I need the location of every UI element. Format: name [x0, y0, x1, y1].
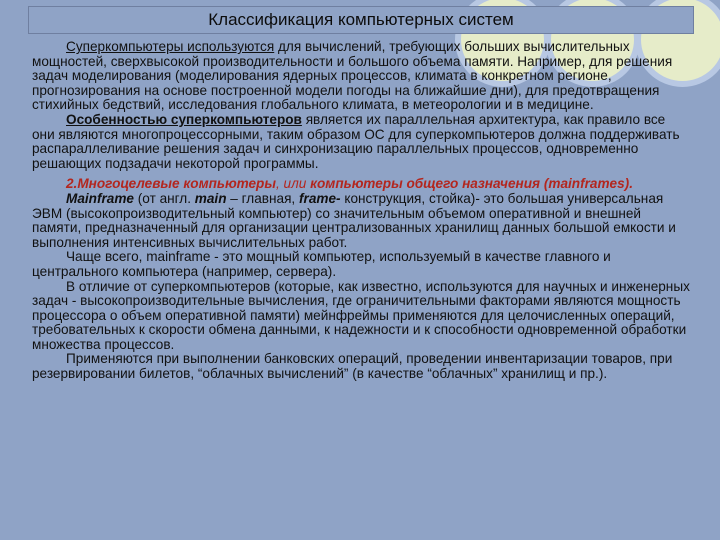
applications-text: Применяются при выполнении банковских операций, проведении инвентаризации товаров, при резервировании билетов, “облачных вычислений” (в качестве “облачных” хранилищ и пр.). — [32, 351, 673, 382]
feature-text: является их параллельная архитектура, как правило все они являются многопроцессорными, таким образом ОС для суперкомпьютеров должна поддерживать распараллеливание решения задач и синхронизацию параллельных процессов, одновременно решающих подзадачи некоторой программы. — [32, 111, 680, 171]
paragraph-supercomputers-feature — [32, 113, 690, 171]
text-body — [32, 40, 690, 382]
usage-text: Чаще всего, mainframe - это мощный компьютер, используемый в качестве главного и центрального компьютера (например, сервера). — [32, 249, 611, 279]
heading-or: , или — [275, 176, 311, 192]
supercomputers-text: для вычислений, требующих больших вычислительных мощностей, сверхвысокой производительности и большого объема памяти. Например, для решения задач моделирования (моделирования ядерных процессов, климата в конкретном регионе, прогнозирования на основе построенной модели погоды на ближайшие дни), для предотвращения стихийных бедствий, исследования глобального климата, в метеорологии и в медицине. — [32, 39, 673, 113]
paragraph-applications — [32, 352, 690, 381]
paragraph-supercomputers-use — [32, 40, 690, 113]
term-frame: frame- — [299, 190, 341, 206]
definition-text-2: – главная, — [226, 190, 299, 206]
paragraph-mainframe-definition — [32, 192, 690, 250]
heading-multipurpose: 2.Многоцелевые компьютеры — [66, 176, 276, 192]
heading-general-purpose: компьютеры общего назначения (mainframes). — [310, 176, 633, 192]
title-box — [28, 6, 694, 34]
definition-text-1: (от англ. — [134, 190, 195, 206]
comparison-text: В отличие от суперкомпьютеров (которые, как известно, используются для научных и инженерных задач - высокопроизводительные вычисления, где ограничительными факторами являются мощность процессора о объем оперативной памяти) мейнфреймы применяются для целочисленных операций, требовательных к скорости обмена данными, к надежности и к способности одновременной обработки множества процессов. — [32, 278, 690, 352]
paragraph-mainframes-heading — [32, 177, 690, 192]
supercomputers-lead: Суперкомпьютеры используются — [66, 39, 275, 54]
feature-lead: Особенностью суперкомпьютеров — [66, 111, 302, 127]
term-mainframe: Mainframe — [66, 190, 134, 206]
term-main: main — [194, 190, 227, 206]
paragraph-comparison — [32, 280, 690, 353]
paragraph-mainframe-usage — [32, 250, 690, 279]
page-title: Классификация компьютерных систем — [208, 10, 514, 29]
definition-text-3: конструкция, стойка)- это большая универсальная ЭВМ (высокопроизводительный компьютер) со значительным объемом оперативной и внешней памяти, предназначенный для организации централизованных хранилищ данных большой емкости и выполнения интенсивных вычислительных работ. — [32, 190, 676, 250]
